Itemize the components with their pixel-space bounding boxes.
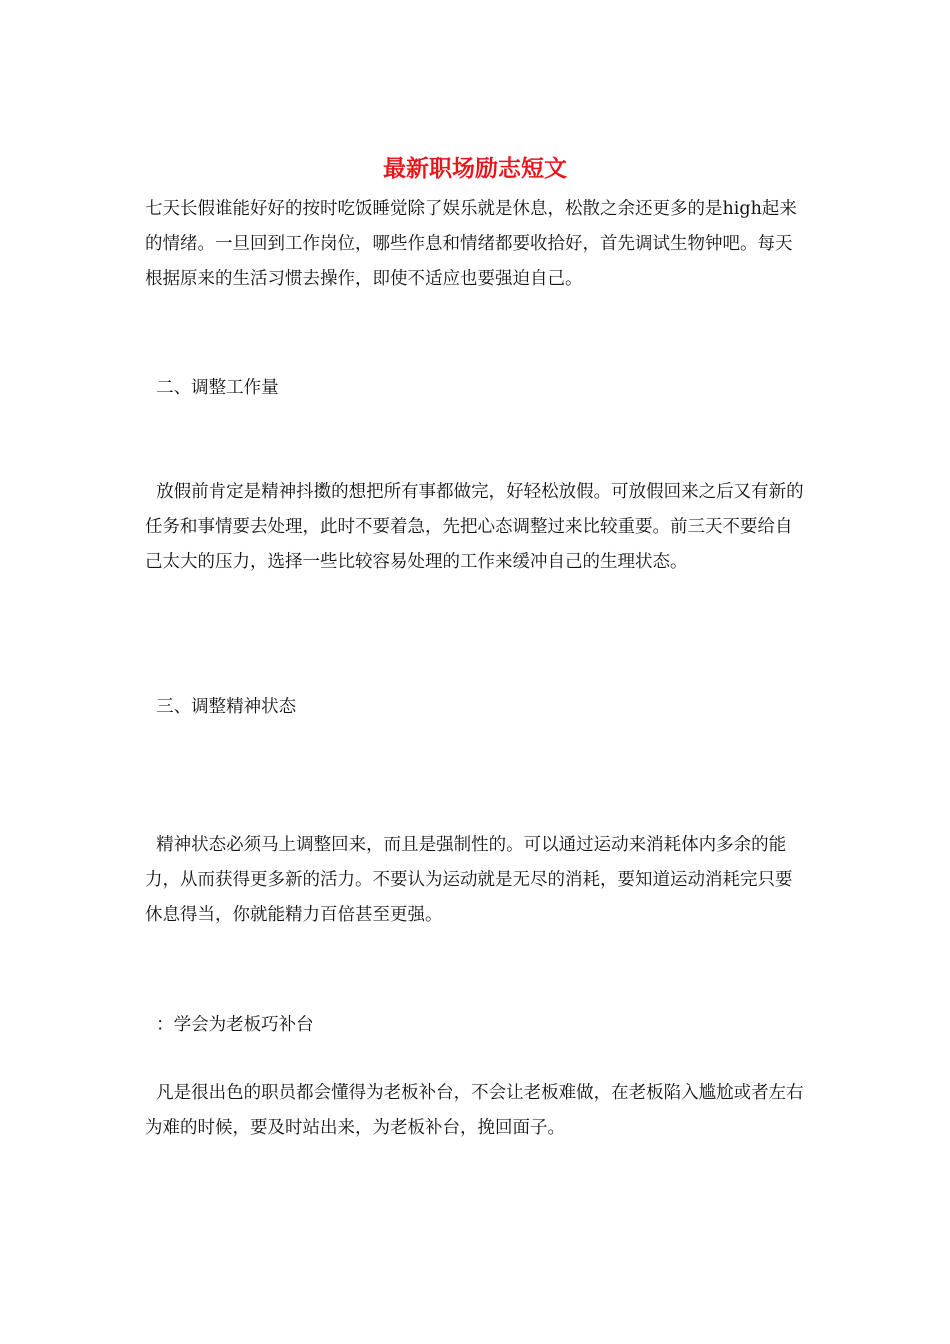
paragraph-help-boss: 凡是很出色的职员都会懂得为老板补台，不会让老板难做，在老板陷入尴尬或者左右为难的时候，要及时站出来，为老板补台，挽回面子。 — [145, 1083, 804, 1138]
paragraph-workload: 放假前肯定是精神抖擞的想把所有事都做完，好轻松放假。可放假回来之后又有新的任务和事情要去处理，此时不要着急，先把心态调整过来比较重要。前三天不要给自己太大的压力，选择一些比较容易处理的工作来缓冲自己的生理状态。 — [145, 482, 804, 572]
document-title: 最新职场励志短文 — [383, 155, 567, 182]
section-heading-adjust-workload: 二、调整工作量 — [145, 378, 279, 398]
paragraph-mental-state: 精神状态必须马上调整回来，而且是强制性的。可以通过运动来消耗体内多余的能力，从而获得更多新的活力。不要认为运动就是无尽的消耗，要知道运动消耗完只要休息得当，你就能精力百倍甚至更强。 — [145, 835, 793, 925]
paragraph-intro: 七天长假谁能好好的按时吃饭睡觉除了娱乐就是休息，松散之余还更多的是high起来的情绪。一旦回到工作岗位，哪些作息和情绪都要收拾好，首先调试生物钟吧。每天根据原来的生活习惯去操作，即使不适应也要强迫自己。 — [145, 199, 797, 289]
section-heading-adjust-mental-state: 三、调整精神状态 — [145, 697, 297, 717]
section-heading-help-boss: ：学会为老板巧补台 — [145, 1015, 314, 1035]
